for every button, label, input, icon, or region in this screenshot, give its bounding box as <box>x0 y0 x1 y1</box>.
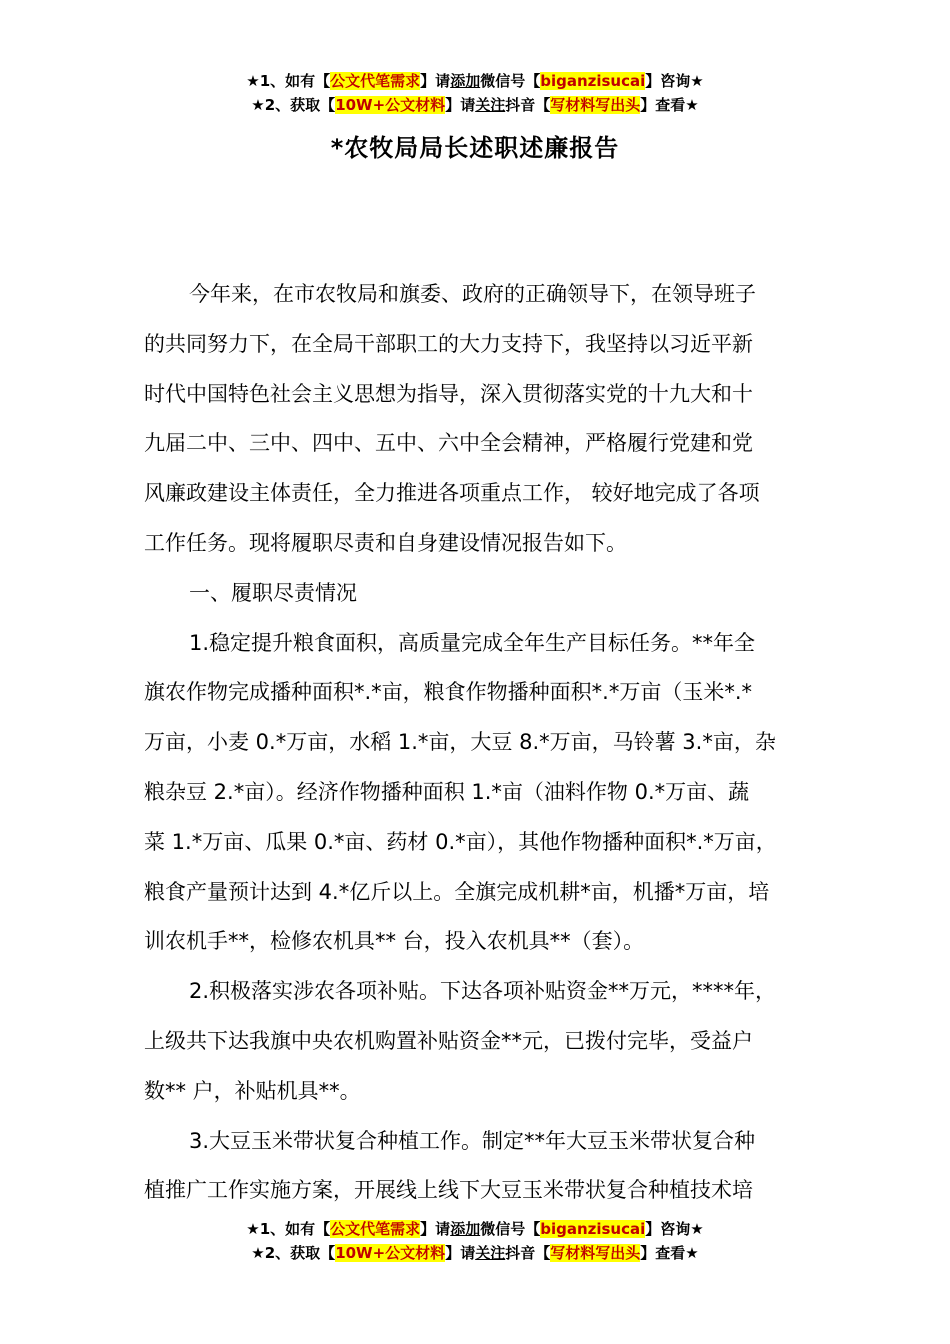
banner-text: 】咨询★ <box>645 1220 704 1238</box>
banner-text: 】查看★ <box>640 1244 699 1262</box>
underlined-text: 添加 <box>450 72 481 90</box>
underlined-text: 添加 <box>450 1220 481 1238</box>
banner-text: 抖音【 <box>505 1244 551 1262</box>
footer-banner <box>0 1217 950 1265</box>
underlined-text: 关注 <box>475 1244 506 1262</box>
body-line: 九届二中、三中、四中、五中、六中全会精神，严格履行党建和党 <box>144 431 753 456</box>
banner-line-1 <box>0 1217 950 1241</box>
wechat-id: biganzisucai <box>540 72 646 90</box>
body-line: 植推广工作实施方案，开展线上线下大豆玉米带状复合种植技术培 <box>144 1178 753 1203</box>
body-line: 时代中国特色社会主义思想为指导，深入贯彻落实党的十九大和十 <box>144 381 753 406</box>
banner-line-1 <box>0 69 950 93</box>
banner-text: 】请 <box>445 96 476 114</box>
banner-text: ★2、获取【 <box>251 96 336 114</box>
banner-line-2 <box>0 1241 950 1265</box>
banner-text: 微信号【 <box>480 72 541 90</box>
banner-text: 】请 <box>445 1244 476 1262</box>
document-title: *农牧局局长述职述廉报告 <box>330 134 620 162</box>
highlight-text: 10W+公文材料 <box>335 1244 446 1262</box>
banner-text: ★1、如有【 <box>246 1220 331 1238</box>
highlight-text: 公文代笔需求 <box>330 72 421 90</box>
banner-text: 微信号【 <box>480 1220 541 1238</box>
header-banner <box>0 69 950 117</box>
body-line: 粮杂豆 2.*亩）。经济作物播种面积 1.*亩（油料作物 0.*万亩、蔬 <box>144 779 750 804</box>
body-line: 工作任务。现将履职尽责和自身建设情况报告如下。 <box>144 530 627 555</box>
banner-text: 】咨询★ <box>645 72 704 90</box>
body-line: 上级共下达我旗中央农机购置补贴资金**元，已拨付完毕，受益户 <box>144 1028 753 1053</box>
body-line: 万亩，小麦 0.*万亩，水稻 1.*亩，大豆 8.*万亩，马铃薯 3.*亩，杂 <box>144 730 776 755</box>
body-line: 训农机手**，检修农机具** 台，投入农机具**（套）。 <box>144 929 645 954</box>
body-line: 菜 1.*万亩、瓜果 0.*亩、药材 0.*亩），其他作物播种面积*.*万亩， <box>144 829 777 854</box>
banner-text: 】请 <box>420 1220 451 1238</box>
banner-text: 】查看★ <box>640 96 699 114</box>
banner-text: ★1、如有【 <box>246 72 331 90</box>
highlight-text: 10W+公文材料 <box>335 96 446 114</box>
body-line: 的共同努力下，在全局干部职工的大力支持下，我坚持以习近平新 <box>144 331 753 356</box>
body-line: 今年来，在市农牧局和旗委、政府的正确领导下，在领导班子 <box>189 282 756 306</box>
document-body <box>144 270 834 1216</box>
section-heading: 一、履职尽责情况 <box>189 580 357 605</box>
body-line: 风廉政建设主体责任，全力推进各项重点工作， 较好地完成了各项 <box>144 481 760 506</box>
underlined-text: 关注 <box>475 96 506 114</box>
highlight-text: 公文代笔需求 <box>330 1220 421 1238</box>
body-line: 2.积极落实涉农各项补贴。下达各项补贴资金**万元，****年， <box>189 979 777 1004</box>
douyin-account: 写材料写出头 <box>550 1244 641 1262</box>
body-line: 1.稳定提升粮食面积，高质量完成全年生产目标任务。**年全 <box>189 630 756 655</box>
body-line: 旗农作物完成播种面积*.*亩，粮食作物播种面积*.*万亩（玉米*.* <box>144 680 753 705</box>
banner-line-2 <box>0 93 950 117</box>
body-line: 数** 户，补贴机具**。 <box>144 1078 361 1103</box>
body-line: 3.大豆玉米带状复合种植工作。制定**年大豆玉米带状复合种 <box>189 1128 756 1153</box>
douyin-account: 写材料写出头 <box>550 96 641 114</box>
banner-text: ★2、获取【 <box>251 1244 336 1262</box>
banner-text: 】请 <box>420 72 451 90</box>
wechat-id: biganzisucai <box>540 1220 646 1238</box>
body-line: 粮食产量预计达到 4.*亿斤以上。全旗完成机耕*亩，机播*万亩，培 <box>144 879 770 904</box>
banner-text: 抖音【 <box>505 96 551 114</box>
